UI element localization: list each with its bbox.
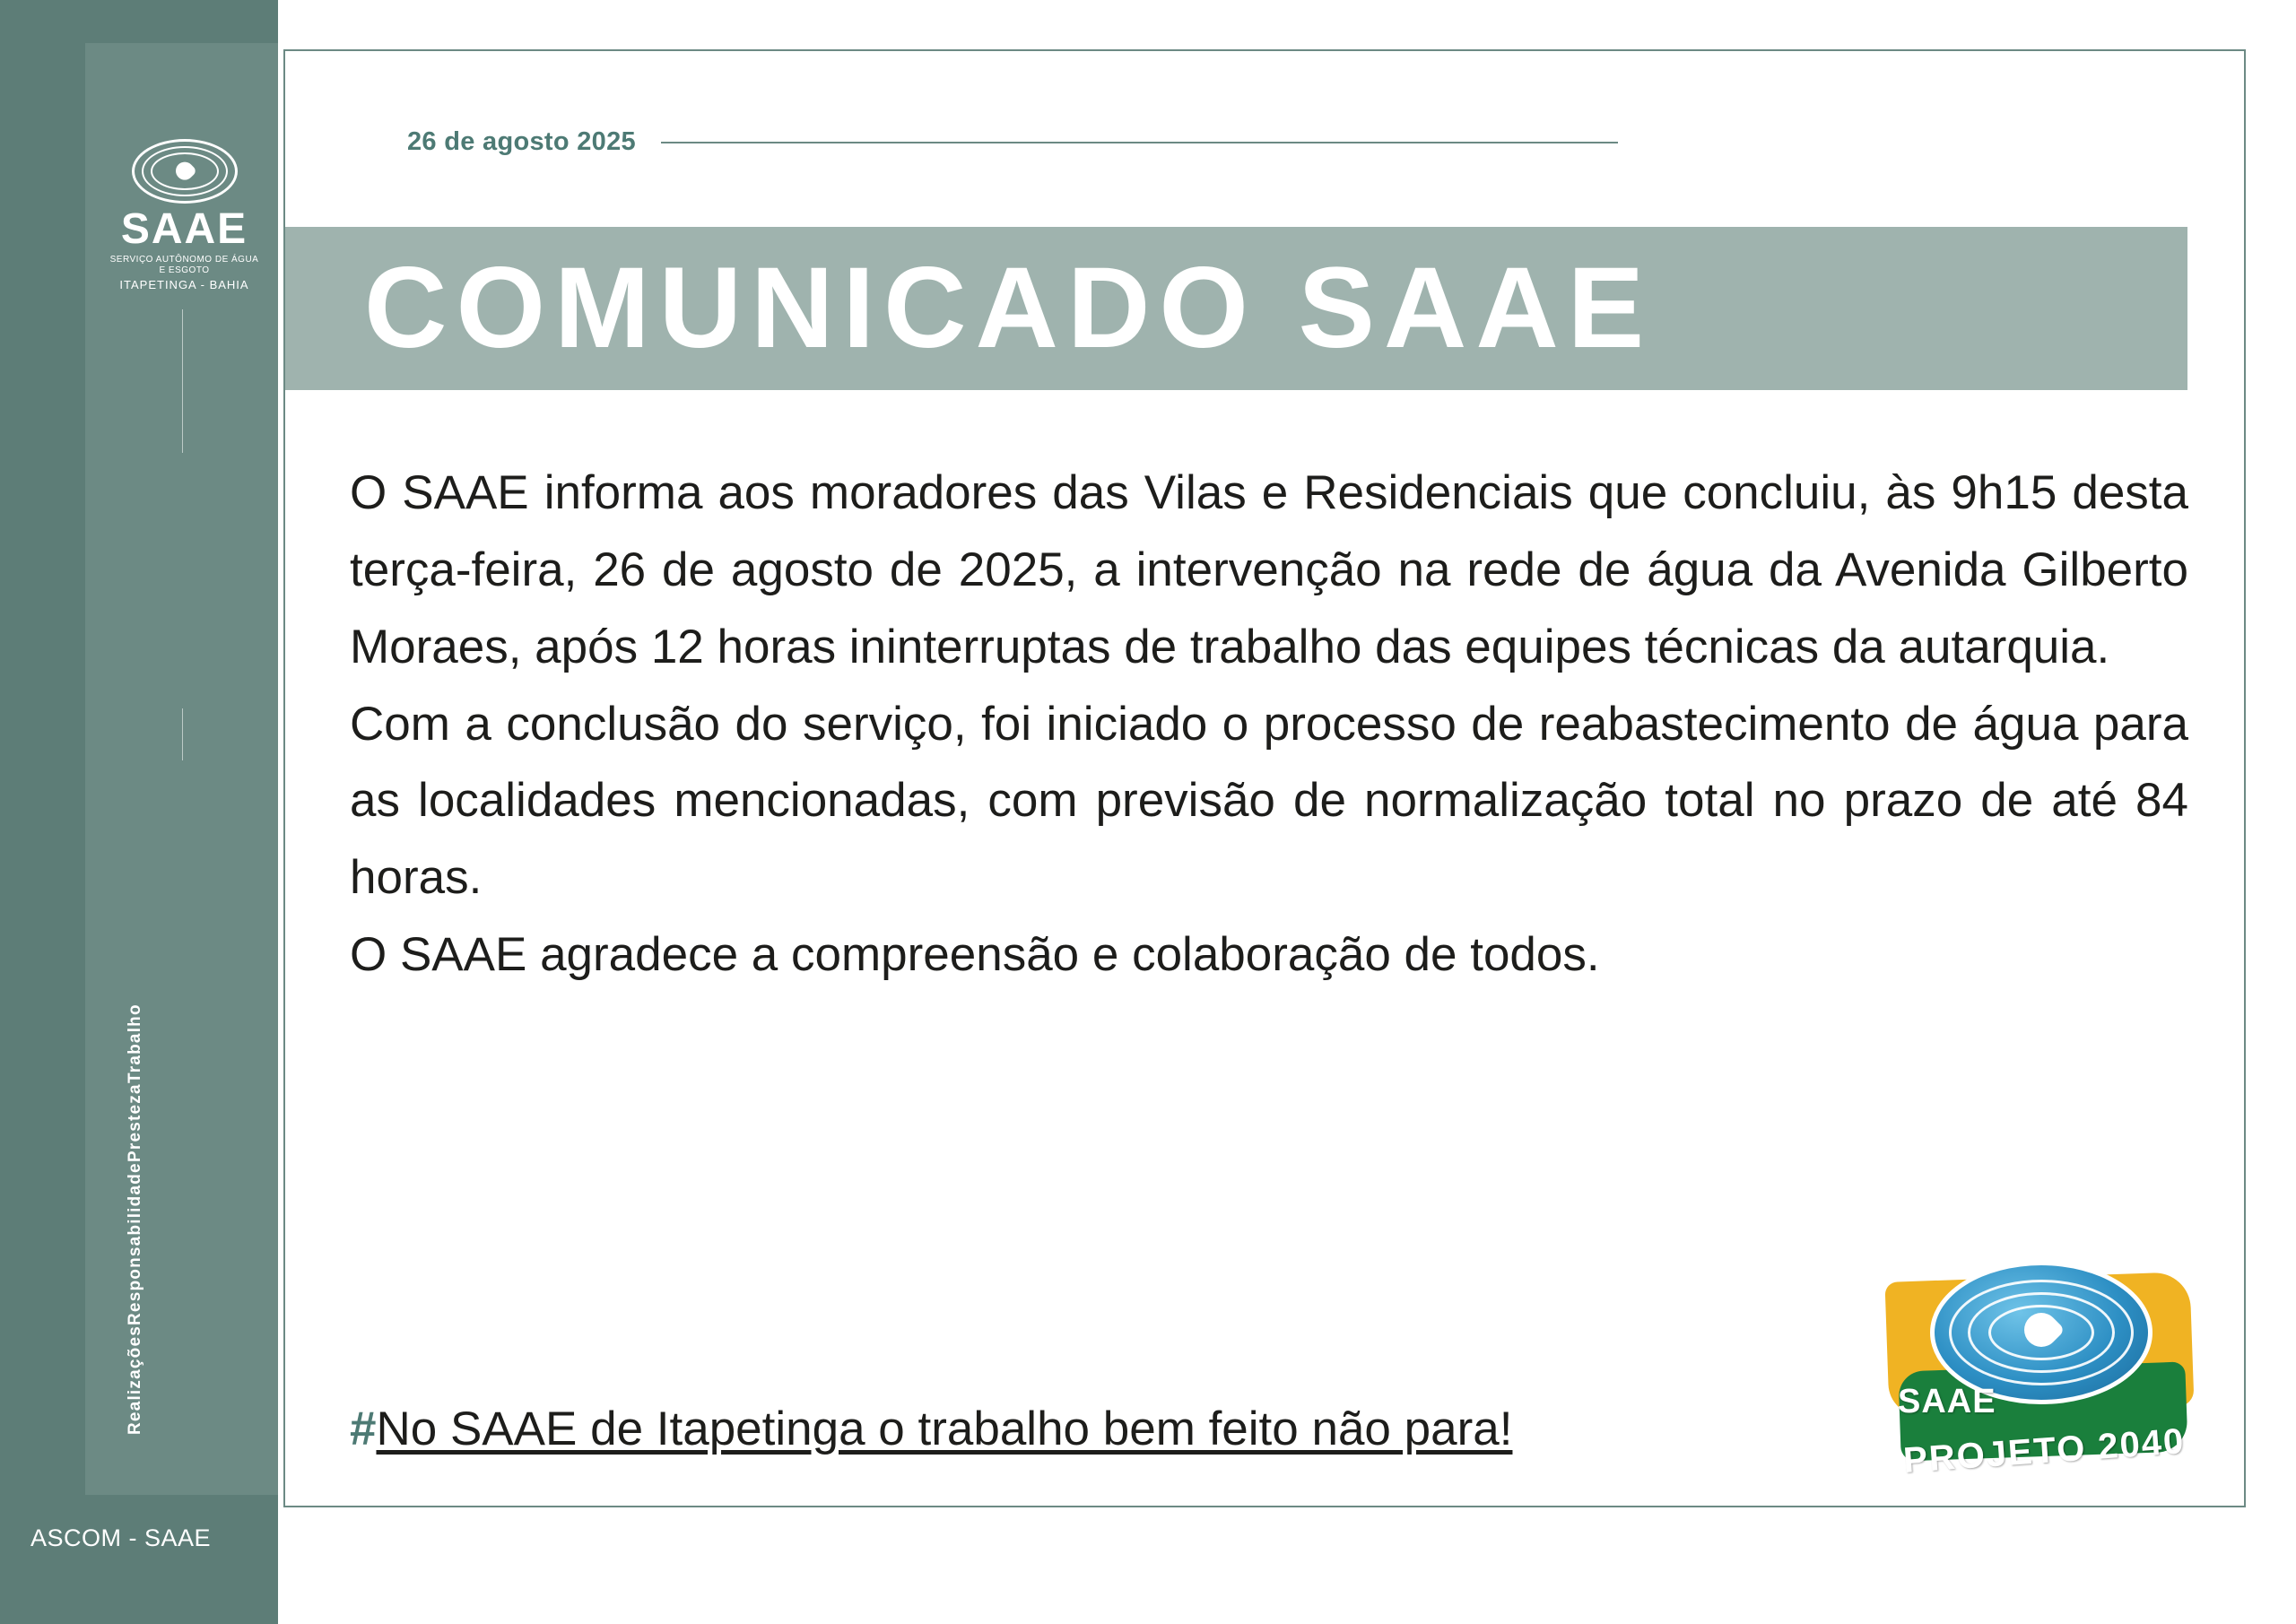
title-bar bbox=[285, 227, 2187, 390]
paragraph-1: O SAAE informa aos moradores das Vilas e Residenciais que concluiu, às 9h15 desta terça-feira, 26 de agosto de 2025, a intervenção na rede de água da Avenida Gilberto Moraes, após 12 horas ininterruptas de trabalho das equipes técnicas da autarquia. bbox=[350, 466, 2188, 673]
saae-logo bbox=[106, 139, 263, 291]
saae-water-drop-icon bbox=[132, 139, 238, 204]
announcement-body bbox=[350, 455, 2188, 994]
hashtag-symbol: # bbox=[350, 1403, 377, 1455]
date-row bbox=[407, 127, 1618, 157]
sidebar-values-list bbox=[126, 753, 242, 1435]
date-rule bbox=[661, 142, 1618, 143]
hashtag-text: No SAAE de Itapetinga o trabalho bem feito não para! bbox=[376, 1403, 1513, 1455]
content-card bbox=[283, 49, 2246, 1507]
saae-logo-city: ITAPETINGA - BAHIA bbox=[119, 278, 249, 292]
paragraph-2: Com a conclusão do serviço, foi iniciado o processo de reabastecimento de água para as localidades mencionadas, com previsão de normalização total no prazo de até 84 horas. bbox=[350, 697, 2188, 905]
sidebar-value-responsabilidade: Responsabilidade bbox=[126, 1162, 144, 1325]
ascom-credit: ASCOM - SAAE bbox=[30, 1524, 212, 1551]
seal-saae-label: SAAE bbox=[1898, 1383, 1996, 1420]
sidebar-divider-top bbox=[182, 309, 183, 453]
seal-project-label: PROJETO 2040 bbox=[1901, 1421, 2187, 1481]
saae-logo-subtitle: SERVIÇO AUTÔNOMO DE ÁGUA E ESGOTO bbox=[109, 255, 259, 276]
sidebar-value-trabalho: Trabalho bbox=[126, 1003, 144, 1084]
saae-logo-name: SAAE bbox=[120, 205, 248, 253]
page-title: COMUNICADO SAAE bbox=[364, 244, 1654, 372]
sidebar-value-presteza: Presteza bbox=[126, 1083, 144, 1163]
publication-date: 26 de agosto 2025 bbox=[407, 127, 636, 156]
hashtag-slogan bbox=[350, 1402, 1512, 1456]
paragraph-3: O SAAE agradece a compreensão e colaboração de todos. bbox=[350, 928, 1600, 982]
sidebar-value-realizacoes: Realizações bbox=[126, 1325, 144, 1435]
projeto-2040-seal bbox=[1878, 1252, 2201, 1481]
